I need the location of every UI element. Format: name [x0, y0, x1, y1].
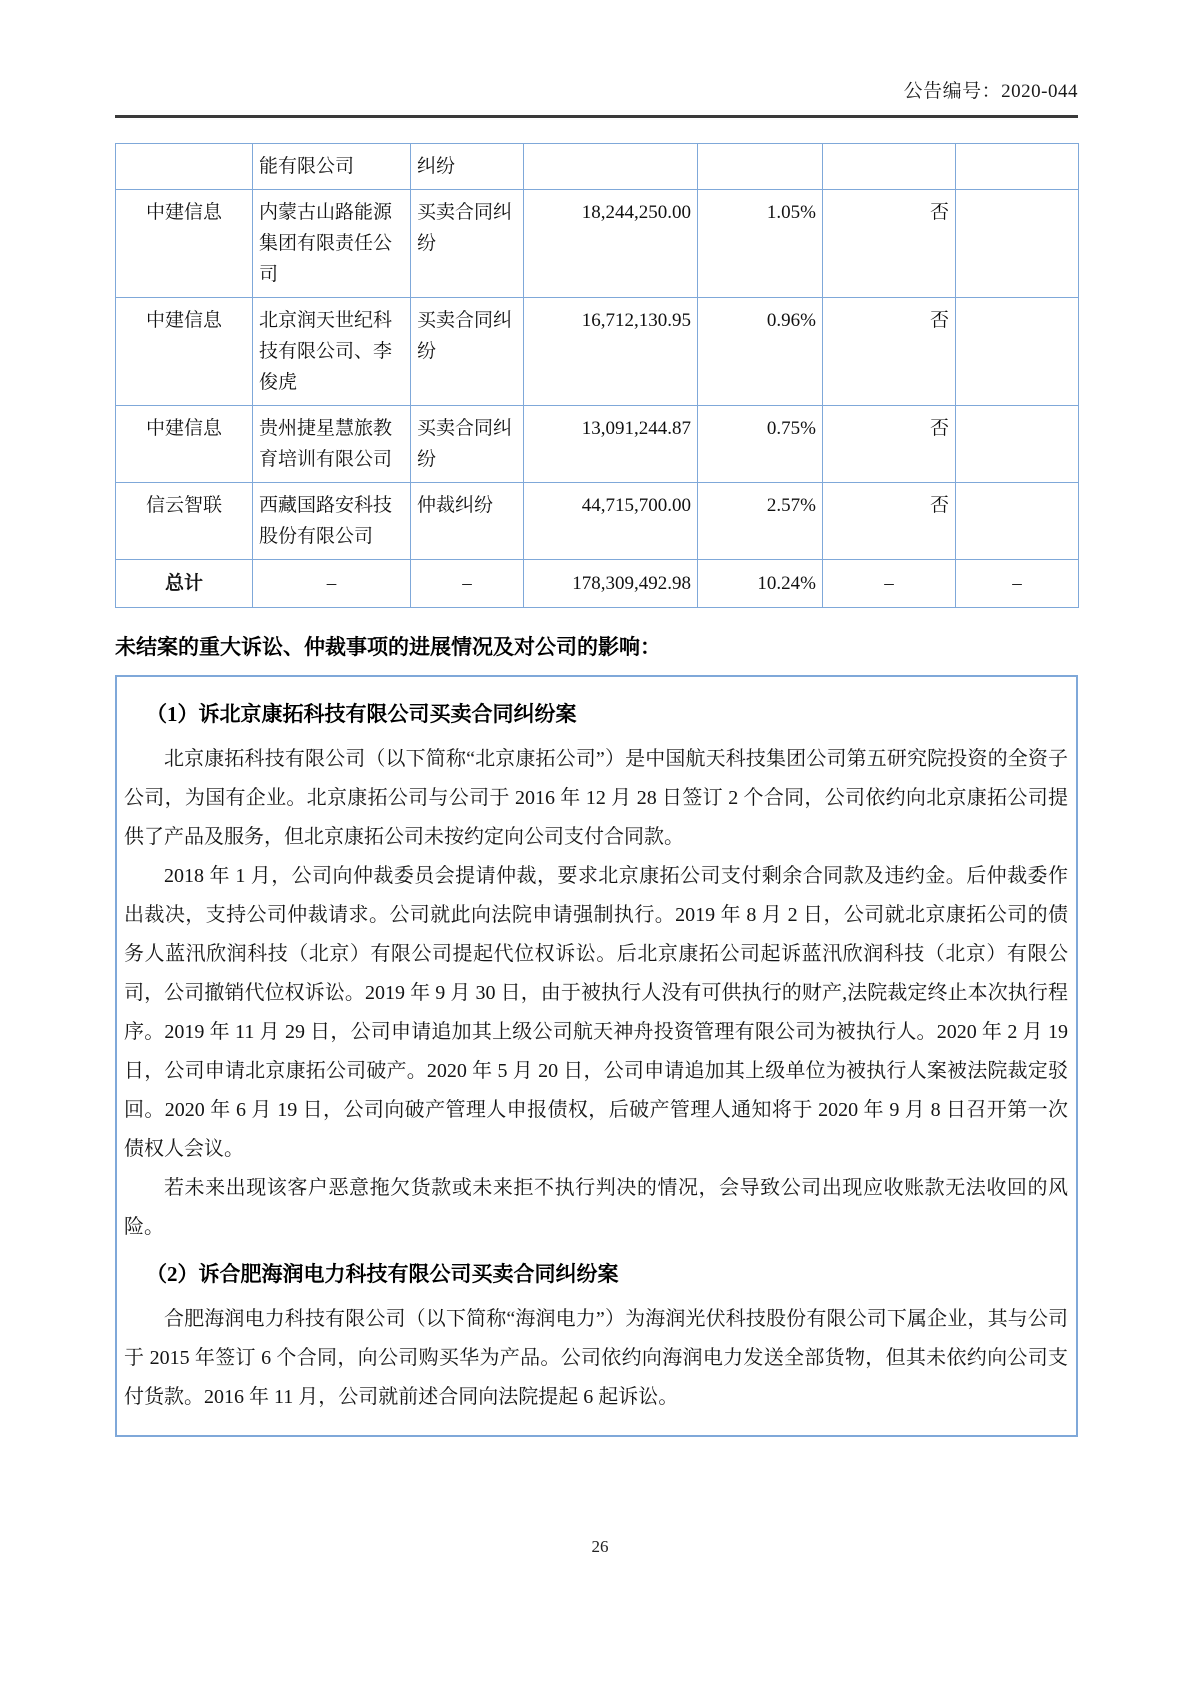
cell-extra — [956, 298, 1079, 406]
cell-type: 纠纷 — [411, 144, 524, 190]
cell-overdue: – — [823, 560, 956, 608]
case1-paragraph-1: 北京康拓科技有限公司（以下简称“北京康拓公司”）是中国航天科技集团公司第五研究院投资的全资子公司，为国有企业。北京康拓公司与公司于 2016 年 12 月 28 日签订 2 个合同，公司依约向北京康拓公司提供了产品及服务，但北京康拓公司未按约定向公司支付合同款。 — [124, 748, 1068, 848]
cell-counterparty: – — [253, 560, 411, 608]
cell-extra — [956, 406, 1079, 483]
table-total-row — [116, 560, 1079, 608]
cell-percent: 0.96% — [698, 298, 823, 406]
cell-counterparty: 北京润天世纪科技有限公司、李俊虎 — [253, 298, 411, 406]
cell-amount: 13,091,244.87 — [524, 406, 698, 483]
cell-type: 买卖合同纠纷 — [411, 190, 524, 298]
cell-extra — [956, 483, 1079, 560]
cell-overdue: 否 — [823, 483, 956, 560]
cell-type: – — [411, 560, 524, 608]
cell-amount: 16,712,130.95 — [524, 298, 698, 406]
cell-overdue: 否 — [823, 190, 956, 298]
table-row — [116, 406, 1079, 483]
cell-overdue: 否 — [823, 298, 956, 406]
cell-percent: 0.75% — [698, 406, 823, 483]
table-row — [116, 483, 1079, 560]
header-divider — [115, 115, 1078, 118]
case1-paragraph-2: 2018 年 1 月，公司向仲裁委员会提请仲裁，要求北京康拓公司支付剩余合同款及违约金。后仲裁委作出裁决，支持公司仲裁请求。公司就此向法院申请强制执行。2019 年 8 月 2 日，公司就北京康拓公司的债务人蓝汛欣润科技（北京）有限公司提起代位权诉讼。后北京康拓公司起诉蓝汛欣润科技（北京）有限公司，公司撤销代位权诉讼。2019 年 9 月 30 日，由于被执行人没有可供执行的财产,法院裁定终止本次执行程序。2019 年 11 月 29 日，公司申请追加其上级公司航天神舟投资管理有限公司为被执行人。2020 年 2 月 19 日，公司申请北京康拓公司破产。2020 年 5 月 20 日，公司申请追加其上级单位为被执行人案被法院裁定驳回。2020 年 6 月 19 日，公司向破产管理人申报债权，后破产管理人通知将于 2020 年 9 月 8 日召开第一次债权人会议。 — [124, 865, 1068, 1160]
cell-percent — [698, 144, 823, 190]
case2-title: （2）诉合肥海润电力科技有限公司买卖合同纠纷案 — [146, 1262, 619, 1286]
litigation-table-body — [116, 144, 1079, 608]
cell-amount: 178,309,492.98 — [524, 560, 698, 608]
cell-company: 总计 — [116, 560, 253, 608]
cell-counterparty: 西藏国路安科技股份有限公司 — [253, 483, 411, 560]
page-content — [115, 0, 1078, 1437]
cell-counterparty: 内蒙古山路能源集团有限责任公司 — [253, 190, 411, 298]
cell-type: 买卖合同纠纷 — [411, 406, 524, 483]
cell-company: 中建信息 — [116, 298, 253, 406]
cell-company: 中建信息 — [116, 406, 253, 483]
case-details-box — [115, 675, 1078, 1437]
litigation-table — [115, 143, 1079, 608]
cell-type: 仲裁纠纷 — [411, 483, 524, 560]
cell-overdue — [823, 144, 956, 190]
table-row — [116, 190, 1079, 298]
table-row — [116, 144, 1079, 190]
case2-paragraph-1: 合肥海润电力科技有限公司（以下简称“海润电力”）为海润光伏科技股份有限公司下属企业，其与公司于 2015 年签订 6 个合同，向公司购买华为产品。公司依约向海润电力发送全部货物，但其未依约向公司支付货款。2016 年 11 月，公司就前述合同向法院提起 6 起诉讼。 — [124, 1308, 1068, 1408]
page-number: 26 — [591, 1537, 609, 1556]
cell-percent: 1.05% — [698, 190, 823, 298]
table-row — [116, 298, 1079, 406]
cell-company: 信云智联 — [116, 483, 253, 560]
announcement-number: 公告编号：2020-044 — [903, 81, 1078, 102]
cell-extra: – — [956, 560, 1079, 608]
cell-amount: 44,715,700.00 — [524, 483, 698, 560]
cell-type: 买卖合同纠纷 — [411, 298, 524, 406]
cell-amount — [524, 144, 698, 190]
cell-amount: 18,244,250.00 — [524, 190, 698, 298]
cell-company — [116, 144, 253, 190]
cell-extra — [956, 190, 1079, 298]
case1-title: （1）诉北京康拓科技有限公司买卖合同纠纷案 — [146, 702, 577, 726]
cell-company: 中建信息 — [116, 190, 253, 298]
cell-percent: 10.24% — [698, 560, 823, 608]
cell-overdue: 否 — [823, 406, 956, 483]
case1-paragraph-3: 若未来出现该客户恶意拖欠货款或未来拒不执行判决的情况，会导致公司出现应收账款无法收回的风险。 — [124, 1177, 1068, 1238]
cell-counterparty: 能有限公司 — [253, 144, 411, 190]
cell-extra — [956, 144, 1079, 190]
section-heading: 未结案的重大诉讼、仲裁事项的进展情况及对公司的影响： — [115, 635, 661, 659]
cell-counterparty: 贵州捷星慧旅教育培训有限公司 — [253, 406, 411, 483]
cell-percent: 2.57% — [698, 483, 823, 560]
